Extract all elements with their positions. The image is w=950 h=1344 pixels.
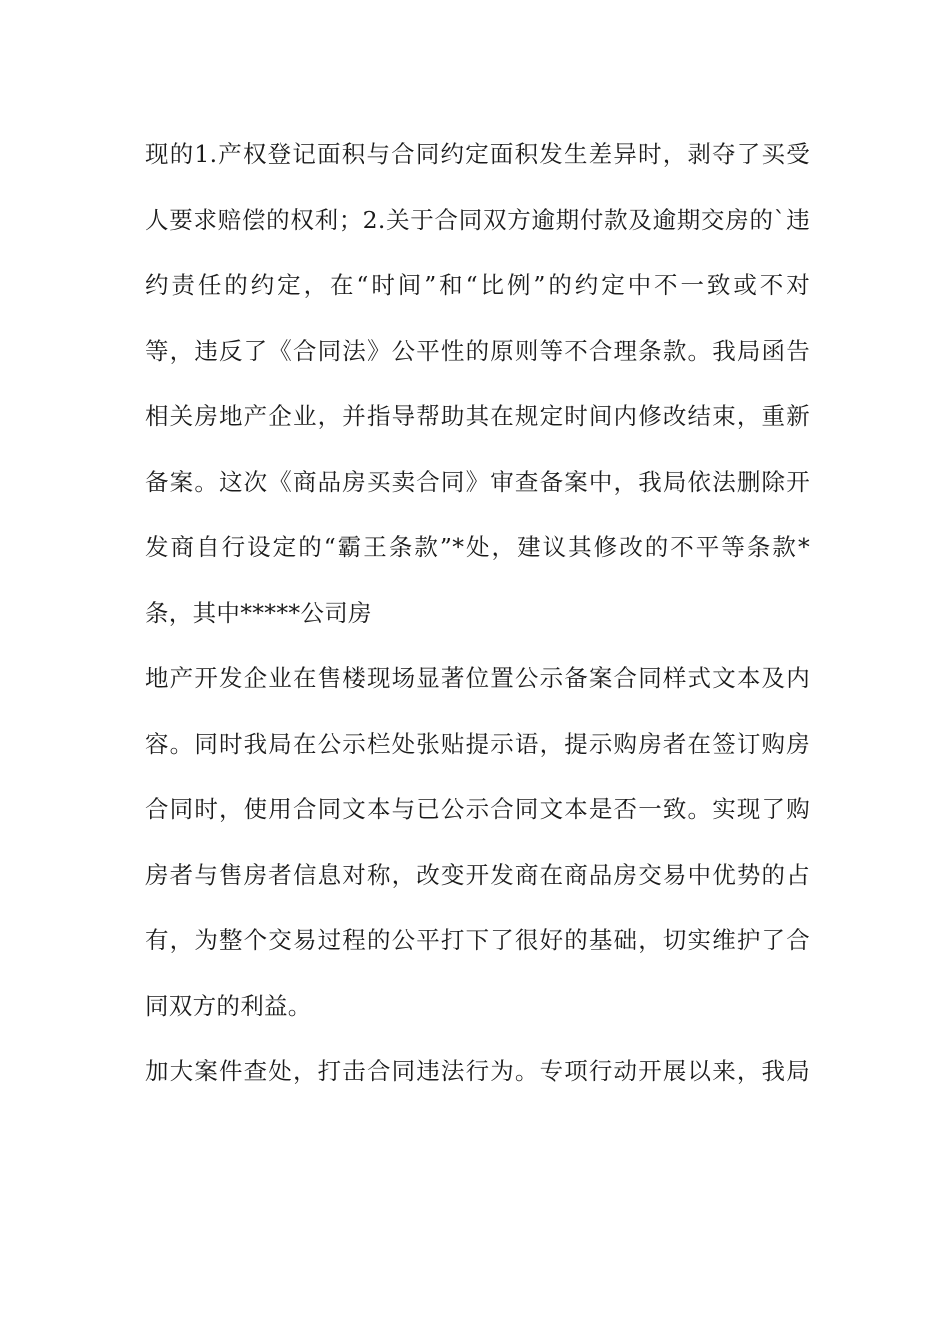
paragraph-1 [145, 128, 810, 652]
paragraph-2 [145, 652, 810, 1045]
text-line: 人要求赔偿的权利；2.关于合同双方逾期付款及逾期交房的`违 [145, 205, 810, 234]
text-line: 加大案件查处，打击合同违法行为。专项行动开展以来，我局 [145, 1057, 810, 1085]
paragraph-3 [145, 1045, 810, 1111]
text-line: 合同时，使用合同文本与已公示合同文本是否一致。实现了购 [145, 795, 810, 823]
text-line: 地产开发企业在售楼现场显著位置公示备案合同样式文本及内 [145, 664, 810, 692]
text-line: 约责任的约定，在“时间”和“比例”的约定中不一致或不对 [145, 271, 810, 299]
text-line: 容。同时我局在公示栏处张贴提示语，提示购房者在签订购房 [145, 729, 810, 758]
text-line: 备案。这次《商品房买卖合同》审查备案中，我局依法删除开 [145, 467, 810, 496]
text-line: 条，其中*****公司房 [145, 598, 372, 627]
text-line: 发商自行设定的“霸王条款”*处，建议其修改的不平等条款* [145, 533, 810, 561]
text-line: 等，违反了《合同法》公平性的原则等不合理条款。我局函告 [145, 336, 810, 365]
text-line: 房者与售房者信息对称，改变开发商在商品房交易中优势的占 [145, 860, 810, 889]
document-body [145, 128, 810, 1111]
text-line: 现的1.产权登记面积与合同约定面积发生差异时，剥夺了买受 [145, 140, 810, 168]
text-line: 有，为整个交易过程的公平打下了很好的基础，切实维护了合 [145, 926, 810, 954]
text-line: 同双方的利益。 [145, 991, 312, 1020]
text-line: 相关房地产企业，并指导帮助其在规定时间内修改结束，重新 [145, 402, 810, 430]
